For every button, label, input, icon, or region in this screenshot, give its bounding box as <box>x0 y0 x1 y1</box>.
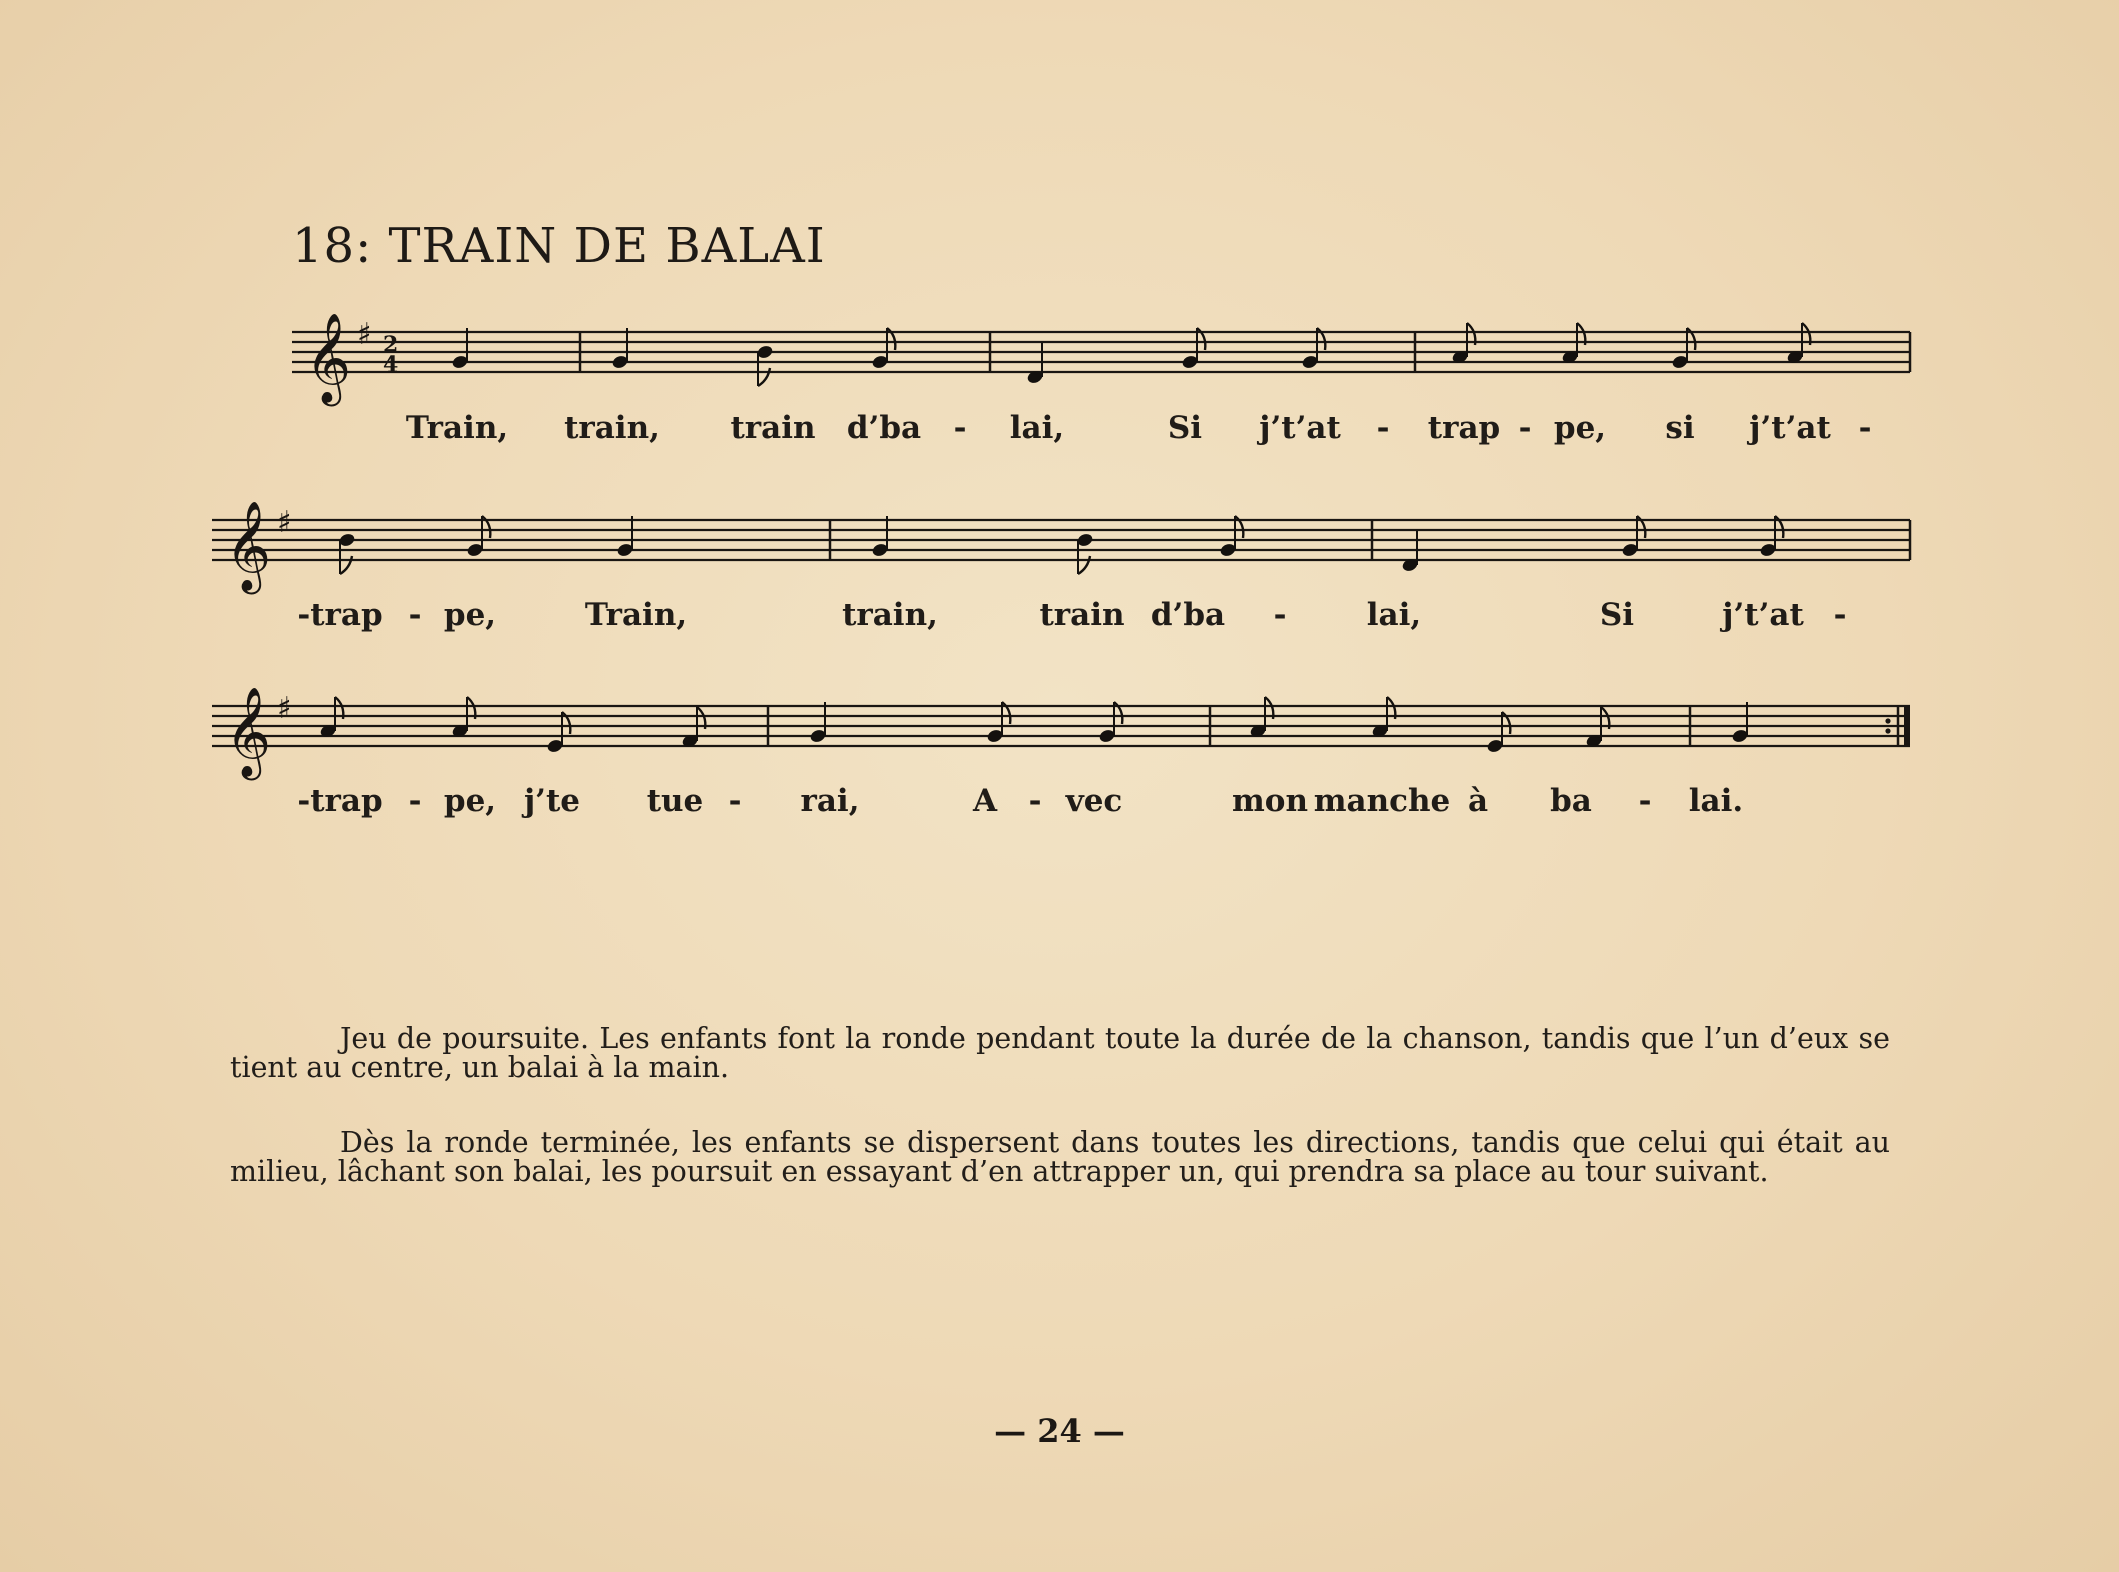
lyric-syllable: train <box>1039 597 1125 633</box>
lyric-syllable: - <box>408 783 422 819</box>
key-signature-sharp-icon: ♯ <box>357 317 372 352</box>
note-eighth <box>546 712 570 754</box>
time-signature-numerator: 2 <box>383 332 399 358</box>
treble-clef-icon: 𝄞 <box>305 313 352 403</box>
time-signature-denominator: 4 <box>383 352 399 378</box>
description-paragraph-1: Jeu de poursuite. Les enfants font la ronde pendant toute la durée de la chanson, tandis que l’un d’eux se tient au centre, un balai à la main. <box>230 1022 1890 1084</box>
note-eighth <box>319 697 343 739</box>
lyric-syllable: train, <box>564 410 660 446</box>
final-bar-thick <box>1904 706 1910 746</box>
lyric-syllable: d’ba <box>846 410 922 446</box>
lyric-syllable: lai, <box>1366 597 1422 633</box>
key-signature-sharp-icon: ♯ <box>277 505 292 540</box>
lyric-syllable: ba <box>1550 783 1592 819</box>
note-eighth <box>986 702 1010 744</box>
lyric-syllable: lai. <box>1688 783 1744 819</box>
note-quarter <box>809 702 827 744</box>
lyric-syllable: Train, <box>405 410 509 446</box>
lyric-syllable: train, <box>842 597 938 633</box>
lyric-syllable: - <box>1833 597 1847 633</box>
lyric-syllable: à <box>1467 783 1489 819</box>
lyric-syllable: - <box>408 597 422 633</box>
description-paragraph-2: Dès la ronde terminée, les enfants se dispersent dans toutes les directions, tandis que celui qui était au milieu, lâchant son balai, les poursuit en essayant d’en attrapper un, qui prendra sa place au tour suivant. <box>230 1126 1890 1188</box>
lyric-syllable: vec <box>1065 783 1123 819</box>
lyric-syllable: - <box>1273 597 1287 633</box>
page-title: 18: TRAIN DE BALAI <box>292 218 826 274</box>
lyric-syllable: Si <box>1167 410 1203 446</box>
lyric-syllable: d’ba <box>1150 597 1226 633</box>
lyric-syllable: pe, <box>443 783 497 819</box>
lyric-syllable: - <box>953 410 967 446</box>
lyric-syllable: - <box>1518 410 1532 446</box>
lyric-syllable: pe, <box>1553 410 1607 446</box>
lyric-syllable: - <box>1638 783 1652 819</box>
repeat-dot <box>1885 718 1890 723</box>
lyric-syllable: A <box>972 783 998 819</box>
lyric-syllable: - <box>1028 783 1042 819</box>
lyric-syllable: - <box>728 783 742 819</box>
note-eighth <box>1098 702 1122 744</box>
lyric-syllable: manche <box>1313 783 1451 819</box>
lyric-syllable: - <box>1376 410 1390 446</box>
page-number: — 24 — <box>994 1412 1125 1450</box>
lyric-syllable: rai, <box>800 783 860 819</box>
note-eighth <box>1249 697 1273 739</box>
treble-clef-icon: 𝄞 <box>225 501 272 591</box>
lyric-syllable: train <box>730 410 816 446</box>
repeat-dot <box>1885 728 1890 733</box>
lyric-syllable: - <box>1858 410 1872 446</box>
lyric-syllable: Si <box>1599 597 1635 633</box>
note-eighth <box>451 697 475 739</box>
lyric-syllable: lai, <box>1009 410 1065 446</box>
lyric-syllable: mon <box>1231 783 1309 819</box>
treble-clef-icon: 𝄞 <box>225 687 272 777</box>
lyric-syllable: j’te <box>523 783 581 819</box>
lyric-syllable: tue <box>646 783 704 819</box>
note-eighth <box>681 707 705 749</box>
note-quarter <box>1731 702 1749 744</box>
note-eighth <box>1585 707 1609 749</box>
lyric-syllable: -trap <box>297 597 383 633</box>
key-signature-sharp-icon: ♯ <box>277 691 292 726</box>
lyric-syllable: j’t’at <box>1722 597 1804 633</box>
lyric-syllable: pe, <box>443 597 497 633</box>
lyric-syllable: Train, <box>584 597 688 633</box>
lyric-syllable: trap <box>1427 410 1501 446</box>
note-eighth <box>1371 697 1395 739</box>
lyric-syllable: si <box>1665 410 1695 446</box>
lyric-syllable: -trap <box>297 783 383 819</box>
lyric-syllable: j’t’at <box>1259 410 1341 446</box>
lyric-syllable: j’t’at <box>1749 410 1831 446</box>
note-eighth <box>1486 712 1510 754</box>
